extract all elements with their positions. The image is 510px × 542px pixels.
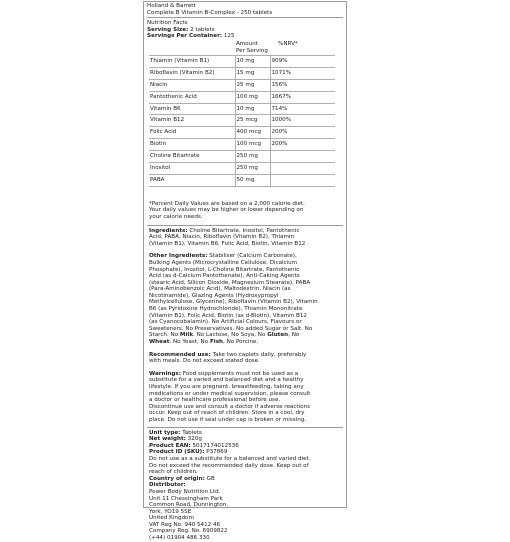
divider	[147, 225, 343, 226]
brand-name: Holland & Barrett	[147, 3, 196, 9]
supplement-label	[143, 1, 347, 542]
nutrition-facts-title: Nutrition Facts	[147, 20, 188, 27]
amount-header: Amount	[236, 40, 258, 47]
table-header-row	[149, 41, 335, 56]
table-row: Choline Bitartrate 250 mg	[149, 151, 335, 163]
table-row: Biotin 100 mcg 200%	[149, 139, 335, 151]
table-row: Inositol 250 mg	[149, 162, 335, 174]
recommended-use-section: Recommended use: Take two caplets daily, preferably with meals. Do not exceed stated dose.	[149, 351, 307, 365]
table-row: Thiamin (Vitamin B1) 10 mg 909%	[149, 55, 335, 67]
table-row: Folic Acid 400 mcg 200%	[149, 127, 335, 139]
table-row: Riboflavin (Vitamin B2) 15 mg 1071%	[149, 67, 335, 79]
table-row: Pantothenic Acid 100 mg 1667%	[149, 91, 335, 103]
table-row: Vitamin B6 10 mg 714%	[149, 103, 335, 115]
serving-size: Serving Size: 2 tablets	[147, 26, 215, 33]
table-row: PABA 50 mg	[149, 174, 335, 186]
divider	[147, 17, 343, 18]
nrv-header: %NRV*	[278, 40, 298, 47]
other-ingredients-section: Other Ingredients: Stabiliser (Calcium Carbonate), Bulking Agents (Microcrystalline Cellulose, Dicalcium Phosphate), Inositol, L-Choline Bitartrate, Pantothenic Acid (as d-Calcium Pantothenate), Anti-Caking Agents (stearic Acid, Silicon Dioxide, Magnesium Stearate), PABA (Para-Aminobenzoic Acid), Maltodextrin, Niacin (as Nicotinamide), Glazing Agents (Hydroxypropyl Methylcellulose, Glycerine), Riboflavin (Vitamin B2), Vitamin B6 (as Pyridoxine Hydrochloride), Thiamin Mononitrate (Vitamin B1), Folic Acid, Biotin (as d-Biotin), Vitamin B12 (as Cyanocobalamin). No Artificial Colours, Flavours or Sweeteners, No Preservatives. No added Sugar or Salt. No Starch. No Milk. No Lactose, No Soya, No Gluten, No Wheat. No Yeast, No Fish, No Porcine.	[149, 253, 318, 346]
footnote: *Percent Daily Values are based on a 2,000 calorie diet. Your daily values may be higher or lower depending on your calorie needs.	[149, 200, 305, 220]
per-serving-header: Per Serving	[236, 47, 268, 54]
label-header	[147, 3, 343, 40]
ingredients-section: Ingredients: Choline Bitartrate, Inositol, Pantothenic Acid, PABA, Niacin, Riboflavin (Vitamin B2), Thiamin (Vitamin B1), Vitamin B6, Folic Acid, Biotin, Vitamin B12	[149, 227, 306, 247]
table-row: Vitamin B12 25 mcg 1000%	[149, 115, 335, 127]
table-row: Niacin 25 mg 156%	[149, 79, 335, 91]
warnings-section: Warnings: Food supplements must not be used as a substitute for a varied and balanced diet and a healthy lifestyle. If you are pregnant, breastfeeding, taking any medications or under medical supervision, please consult a doctor or healthcare professional before use. Discontinue use and consult a doctor if adverse reactions occur. Keep out of reach of children. Store in a cool, dry place. Do not use if seal under cap is broken or missing.	[149, 370, 311, 423]
divider	[147, 427, 343, 428]
product-name: Complete B Vitamin B-Complex - 250 tablets	[147, 9, 273, 16]
servings-per-container: Servings Per Container: 125	[147, 33, 235, 40]
product-details-section: Unit type: Tablets Net weight: 320g Product EAN: 5017174012536 Product ID (SKU): P37869 Do not use as a substitute for a balanced and varied diet. Do not exceed the recommended daily dose. Keep out of reach of children. Country of origin: GB Distributor: Power Body Nutrition Ltd. Unit 11 Chessingham Park Common Road, Dunnington, York, YO19 5SE United Kingdom VAT Reg No. 940 5412 46 Company Reg. No. 6909822 (+44) 01904 486 330	[149, 429, 311, 542]
nutrition-table	[149, 41, 335, 187]
